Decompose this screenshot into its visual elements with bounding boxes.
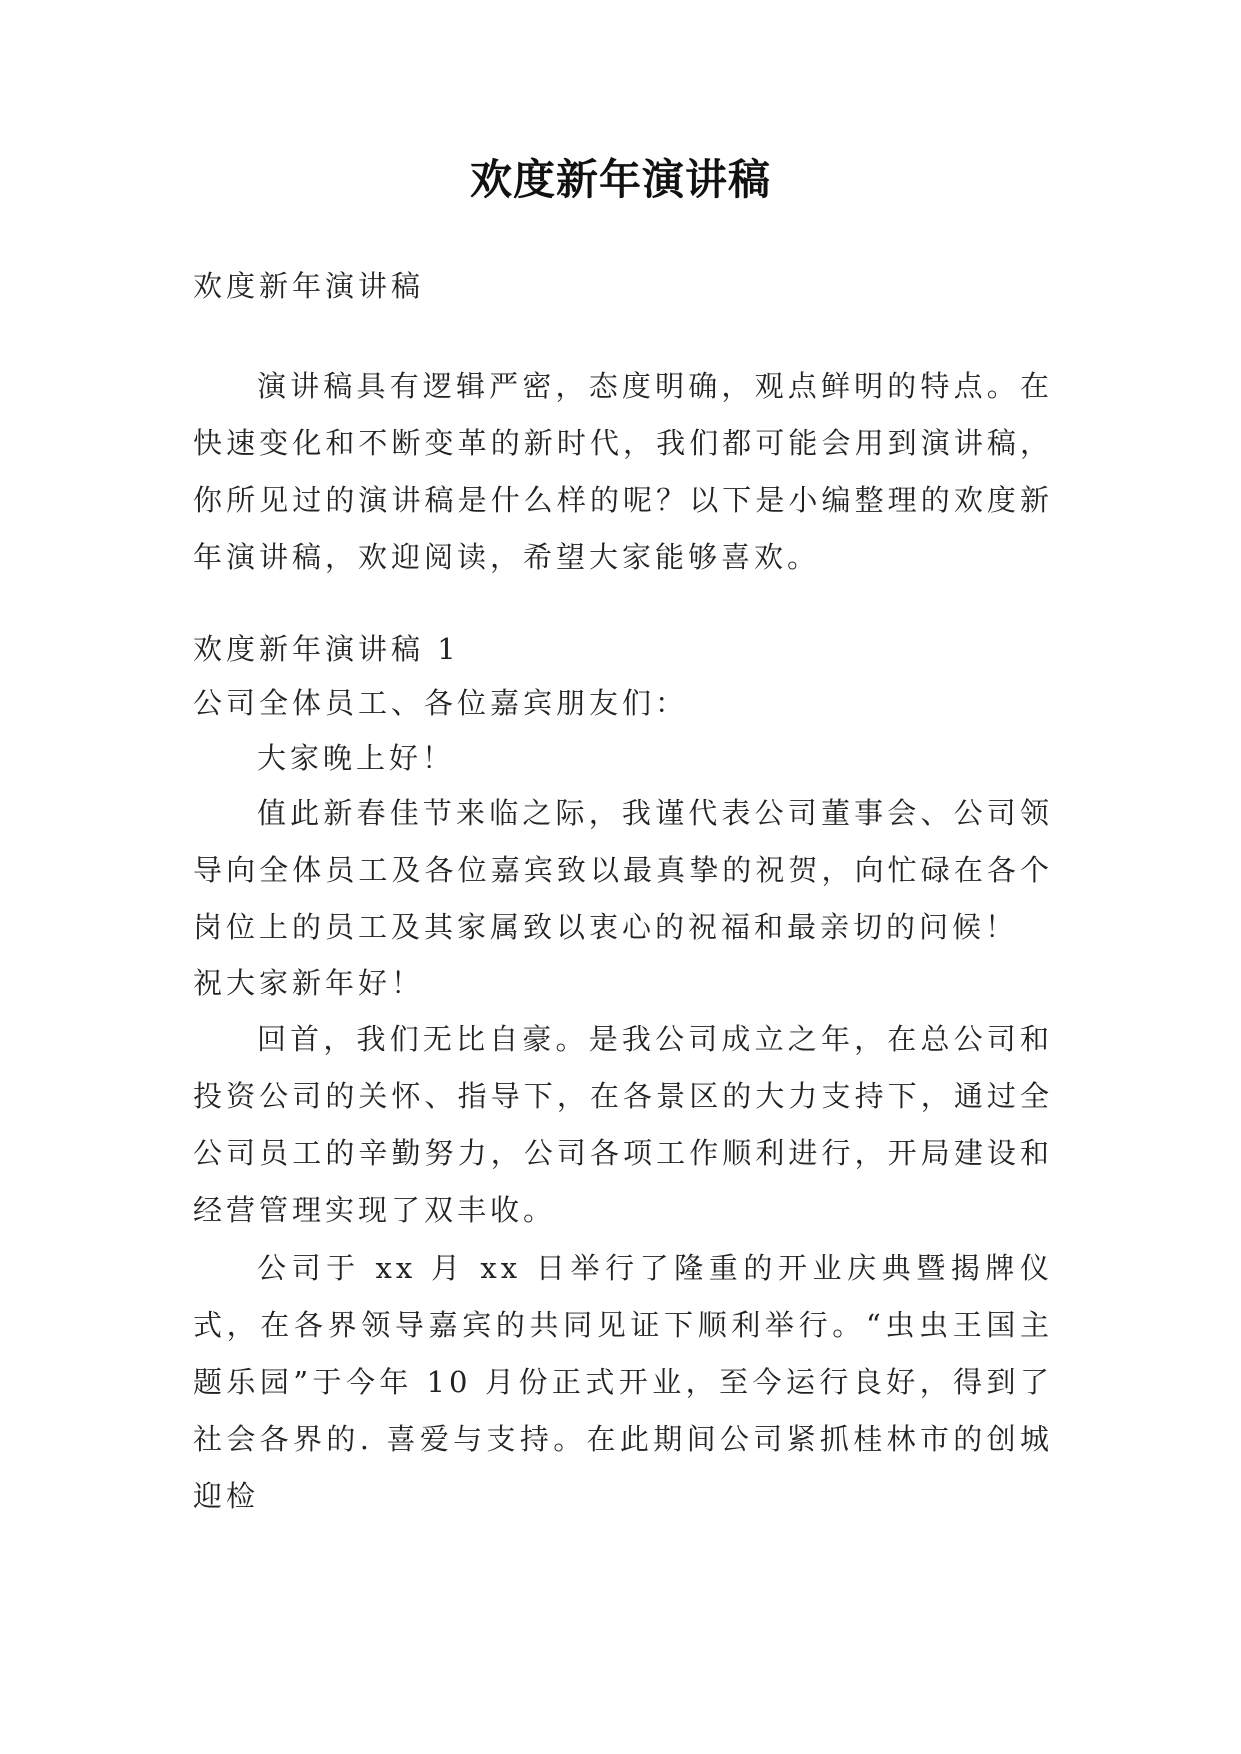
salutation: 公司全体员工、各位嘉宾朋友们： <box>193 686 689 720</box>
paragraph-1: 值此新春佳节来临之际，我谨代表公司董事会、公司领导向全体员工及各位嘉宾致以最真挚的祝贺，向忙碌在各个岗位上的员工及其家属致以衷心的祝福和最亲切的问候！ <box>193 796 1053 944</box>
paragraph-1-closing: 祝大家新年好！ <box>193 966 425 1000</box>
document-subtitle: 欢度新年演讲稿 <box>193 269 425 303</box>
greeting: 大家晚上好！ <box>257 741 456 775</box>
document-title: 欢度新年演讲稿 <box>469 155 771 204</box>
intro-paragraph: 演讲稿具有逻辑严密，态度明确，观点鲜明的特点。在快速变化和不断变革的新时代，我们都可能会用到演讲稿，你所见过的演讲稿是什么样的呢？以下是小编整理的欢度新年演讲稿，欢迎阅读，希望大家能够喜欢。 <box>193 369 1053 574</box>
section-heading: 欢度新年演讲稿 1 <box>193 632 460 666</box>
paragraph-3: 公司于 xx 月 xx 日举行了隆重的开业庆典暨揭牌仪式，在各界领导嘉宾的共同见证下顺利举行。“虫虫王国主题乐园”于今年 10 月份正式开业，至今运行良好，得到了社会各界的. 喜爱与支持。在此期间公司紧抓桂林市的创城迎检 <box>193 1251 1053 1513</box>
paragraph-2: 回首，我们无比自豪。是我公司成立之年，在总公司和投资公司的关怀、指导下，在各景区的大力支持下，通过全公司员工的辛勤努力，公司各项工作顺利进行，开局建设和经营管理实现了双丰收。 <box>193 1022 1053 1227</box>
